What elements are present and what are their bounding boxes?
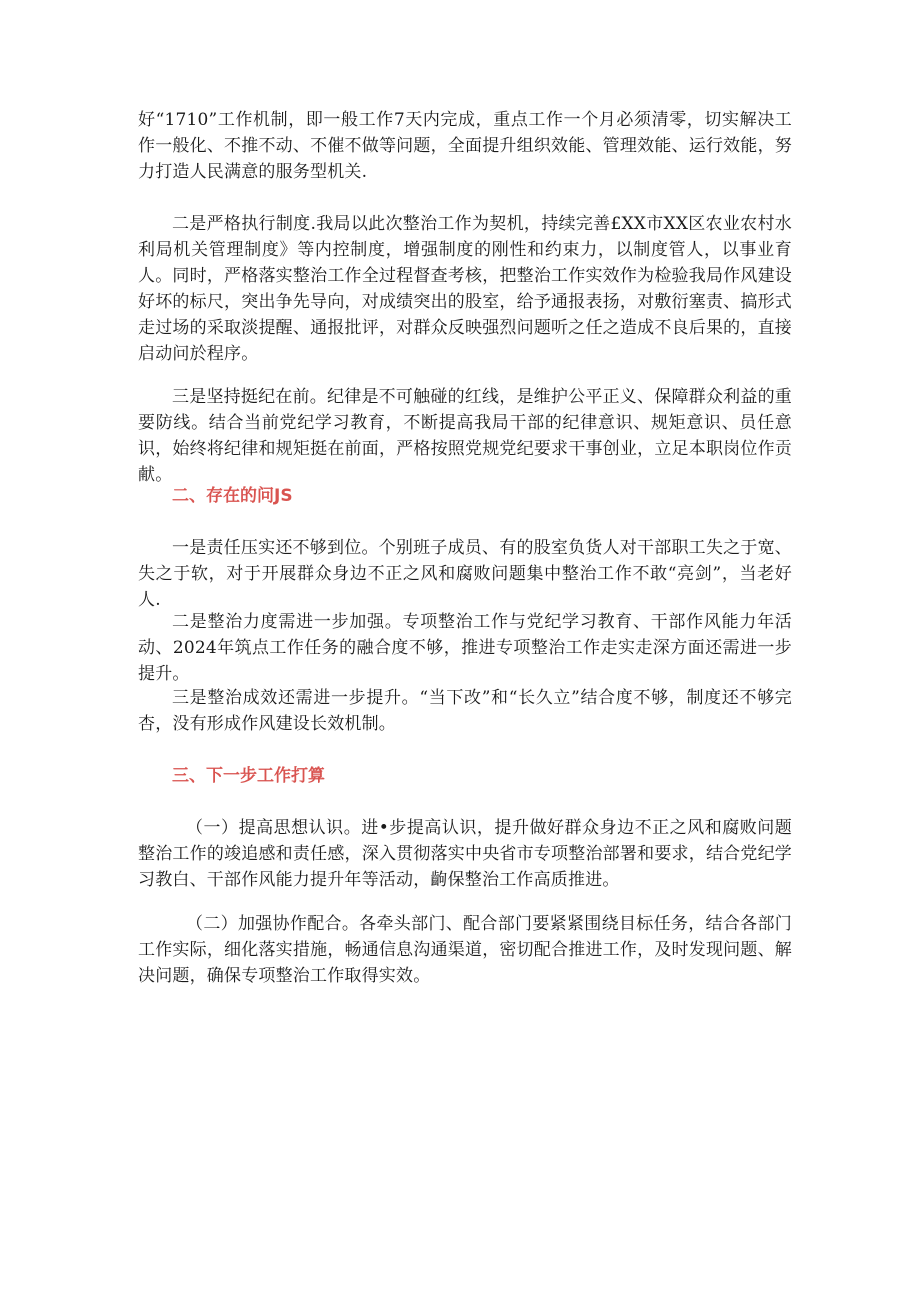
section-heading-next-steps: 三、下一步工作打算 (172, 766, 325, 786)
section-heading-problems: 二、存在的问JS (172, 486, 293, 506)
paragraph-1710-mechanism: 好“1710”工作机制，即一般工作7天内完成，重点工作一个月必须清零，切实解决工作一般化、不推不动、不催不做等问题，全面提升组织效能、管理效能、运行效能，努力打造人民满意的服务型机关. (138, 110, 792, 182)
paragraph-responsibility: 一是责任压实还不够到位。个别班子成员、有的股室负货人对干部职工失之于宽、失之于软，对于开展群众身边不正之风和腐败问题集中整治工作不敢“亮剑”，当老好人. (138, 538, 792, 610)
paragraph-raise-awareness: （一）提高思想认识。进•步提高认识，提升做好群众身边不正之风和腐败问题整治工作的竣追感和责任感，深入贯彻落实中央省市专项整治部署和要求，结合党纪学习教白、干部作风能力提升年等活动，齣保整治工作高质推进。 (138, 818, 792, 890)
paragraph-strict-system: 二是严格执行制度.我局以此次整治工作为契机，持续完善£XX市XX区农业农村水利局机关管理制度》等内控制度，增强制度的刚性和约束力，以制度管人，以事业育人。同时，严格落实整治工作全过程督查考核，把整治工作实效作为检验我局作风建设好坏的标尺，突出争先导向，对成绩突出的股室，给予通报表扬，对敷衍塞责、搞形式走过场的采取淡提醒、通报批评，对群众反映强烈问题听之任之造成不良后果的，直接启动问於程序。 (138, 214, 792, 364)
paragraph-rectification-effect: 三是整治成效还需进一步提升。“当下改”和“长久立”结合度不够，制度还不够完杏，没有形成作风建设长效机制。 (138, 688, 792, 734)
paragraph-rectification-strength: 二是整治力度需进一步加强。专项整治工作与党纪学习教育、干部作风能力年活动、2024年筑点工作任务的融合度不够，推进专项整治工作走实走深方面还需进一步提升。 (138, 612, 792, 684)
paragraph-discipline-first: 三是坚持挺纪在前。纪律是不可触碰的红线，是维护公平正义、保障群众利益的重要防线。结合当前党纪学习教育，不断提高我局干部的纪律意识、规矩意识、员任意识，始终将纪律和规矩挺在前面，严格按照党规党纪要求干事创业，立足本职岗位作贡献。 (138, 387, 792, 485)
paragraph-strengthen-cooperation: （二）加强协作配合。各牵头部门、配合部门要紧紧围绕目标任务，结合各部门工作实际，细化落实措施，畅通信息沟通渠道，密切配合推进工作，及时发现问题、解决问题，确保专项整治工作取得实效。 (138, 914, 792, 986)
